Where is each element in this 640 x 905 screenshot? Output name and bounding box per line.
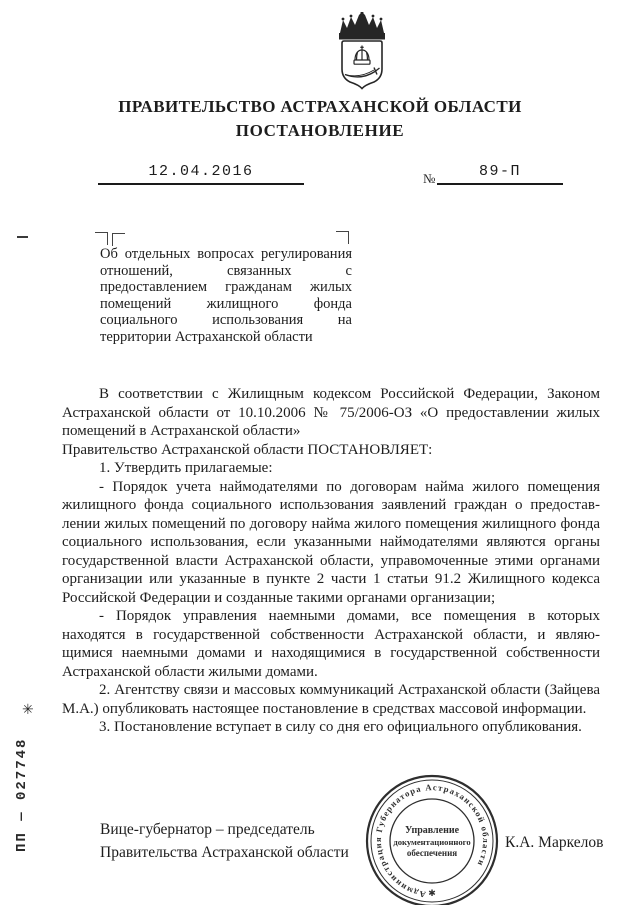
stamp-center-line: обеспечения: [406, 848, 458, 858]
doc-type-title: ПОСТАНОВЛЕНИЕ: [235, 121, 405, 140]
official-stamp: [364, 773, 500, 905]
body-text: [62, 385, 600, 737]
stamp-star-icon: ✱: [428, 888, 436, 898]
document-number-field: 89-П: [437, 163, 563, 185]
signatory-position-line: Вице-губернатор – председатель: [100, 821, 315, 838]
corner-mark-icon: [112, 233, 125, 246]
date-field: 12.04.2016: [98, 163, 304, 185]
body-paragraph: - Порядок учета наймодателями по договорам найма жилого помещения жилищного фонда социального использования заявлений граждан о предоставлении жилых помещений по договору найма жилого помещения жилищного фонда социального использования, если указанными наймодателями являются органы государственной власти Астраханской области, управомоченные этими органами организации или указанные в пункте 2 части 1 статьи 91.2 Жилищного кодекса Российской Федерации и созданные такими органами организации;: [62, 478, 600, 606]
fold-mark: [17, 236, 28, 238]
crown-icon: [339, 12, 385, 40]
sabre-icon: [345, 68, 380, 77]
stamp-center-line: документационного: [393, 837, 471, 847]
body-paragraph: 1. Утвердить прилагаемые:: [99, 460, 273, 476]
ornament-icon: ✳: [22, 703, 34, 718]
signatory-position: [100, 818, 349, 864]
coat-of-arms-icon: [333, 12, 391, 90]
number-sign-label: №: [423, 171, 436, 186]
body-paragraph: Правительство Астраханской области ПОСТАНОВЛЯЕТ:: [62, 441, 433, 458]
small-crown-icon: [354, 46, 370, 65]
corner-mark-icon: [95, 232, 108, 245]
stamp-ring-text: Администрация Губернатора Астраханской области: [372, 782, 492, 900]
document-header: [0, 97, 640, 141]
subject-block: Об отдельных вопросах регулирования отношений, связанных с предоставлением гражданам жилых помещений жилищного фонда социального использования на территории Астраханской области: [100, 246, 352, 345]
body-paragraph: - Порядок управления наемными домами, все помещения в которых находятся в государственной собственности Астраханской области, и являющимися наемными домами и находящимися в государственной собственности Астраханской области жилыми домами.: [62, 608, 600, 680]
org-name: ПРАВИТЕЛЬСТВО АСТРАХАНСКОЙ ОБЛАСТИ: [118, 97, 522, 116]
body-paragraph: 2. Агентству связи и массовых коммуникаций Астраханской области (Зайцева М.А.) опубликовать настоящее постановление в средствах массовой информации.: [62, 682, 600, 717]
stamp-center-line: Управление: [404, 825, 460, 836]
registration-code: ПП — 027748: [14, 737, 30, 852]
signatory-name: К.А. Маркелов: [505, 834, 604, 851]
corner-mark-icon: [336, 231, 349, 244]
body-paragraph: В соответствии с Жилищным кодексом Российской Федерации, Законом Астраханской области от 10.10.2006 № 75/2006-ОЗ «О предоставлении жилых помещений в Астраханской области»: [62, 386, 600, 439]
body-paragraph: 3. Постановление вступает в силу со дня его официального опубликования.: [99, 719, 582, 735]
signatory-position-line: Правительства Астраханской области: [100, 844, 349, 861]
